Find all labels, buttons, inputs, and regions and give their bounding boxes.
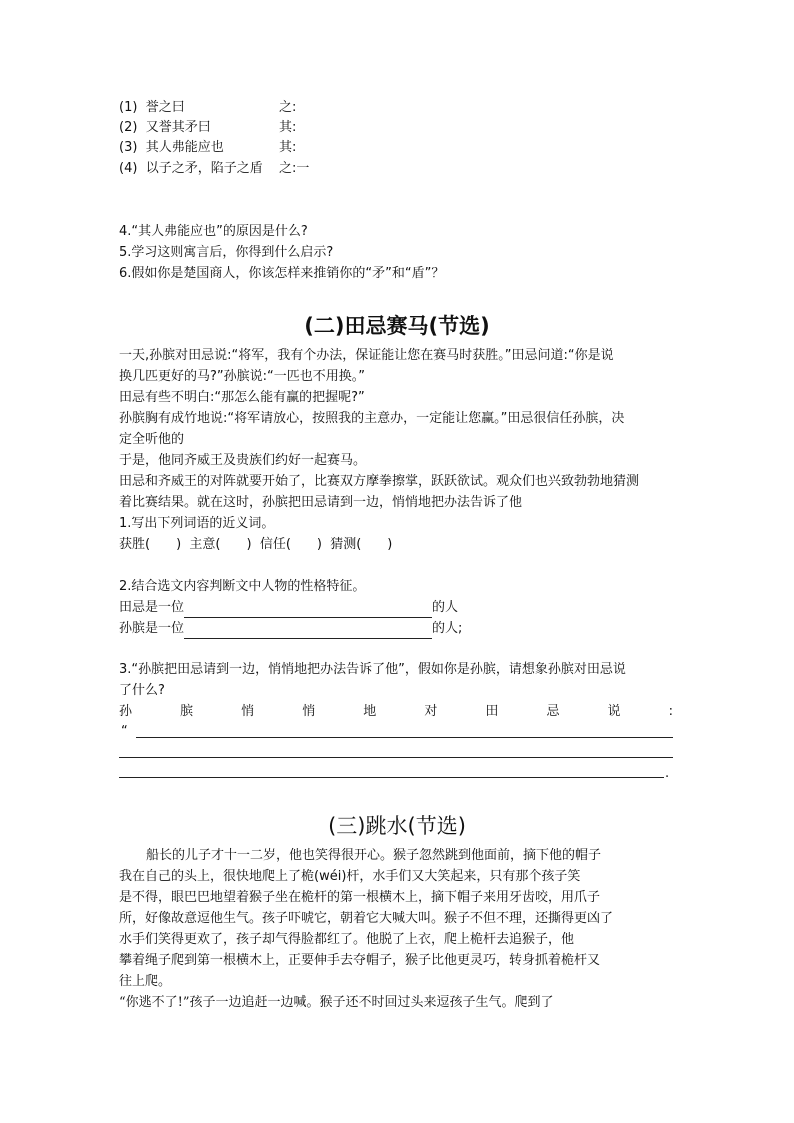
item-number: (2) (119, 120, 138, 135)
trait-prefix: 孙膑是一位 (119, 621, 185, 636)
list-item (119, 138, 296, 158)
passage-line: 田忌和齐威王的对阵就要开始了，比赛双方摩拳擦掌，跃跃欲试。观众们也兴致勃勃地猜测 (119, 474, 640, 489)
prompt-char: 孙 (119, 704, 133, 719)
section-title-3: (三)跳水(节选) (328, 814, 466, 838)
passage-line: 于是，他同齐威王及贵族们约好一起赛马。 (119, 453, 367, 468)
passage-line: 定全听他的 (119, 432, 185, 447)
prompt-char: 田 (485, 704, 499, 719)
passage-line: 船长的儿子才十一二岁，他也笑得很开心。猴子忽然跳到他面前，摘下他的帽子 (146, 848, 602, 863)
question-3-cont: 了什么? (119, 683, 165, 698)
answer-line[interactable] (119, 757, 673, 758)
answer-line[interactable] (136, 737, 673, 738)
prompt-char: 悄 (241, 704, 255, 719)
prompt-char: : (668, 704, 673, 719)
passage-line: 换几匹更好的马?”孙膑说:“一匹也不用换。” (119, 369, 365, 384)
question-6: 6.假如你是楚国商人，你该怎样来推销你的“矛”和“盾”？ (119, 266, 445, 281)
question-5: 5.学习这则寓言后，你得到什么启示? (119, 245, 334, 260)
prompt-char: 地 (363, 704, 377, 719)
end-period: . (665, 766, 670, 781)
prompt-char: 说 (607, 704, 621, 719)
answer-blank[interactable] (184, 624, 432, 639)
justified-prompt (119, 702, 673, 722)
prompt-char: 忌 (546, 704, 560, 719)
item-target: 其: (279, 140, 297, 155)
answer-blank[interactable] (184, 603, 432, 618)
passage-line: 所，好像故意逗他生气。孩子吓唬它，朝着它大喊大叫。猴子不但不理，还撕得更凶了 (119, 911, 614, 926)
answer-line[interactable] (119, 777, 664, 778)
trait-prefix: 田忌是一位 (119, 600, 185, 615)
item-phrase: 誉之曰 (145, 100, 185, 115)
item-target: 之:一 (279, 161, 310, 176)
passage-line: 是不得，眼巴巴地望着猴子坐在桅杆的第一根横木上，摘下帽子来用牙齿咬，用爪子 (119, 890, 601, 905)
synonym-blanks: 获胜( ) 主意( ) 信任( ) 猜测( ) (119, 537, 393, 552)
item-number: (1) (119, 100, 138, 115)
list-item (119, 118, 296, 138)
item-target: 之: (279, 100, 297, 115)
prompt-char: 对 (424, 704, 438, 719)
passage-line: 水手们笑得更欢了，孩子却气得脸都红了。他脱了上衣，爬上桅杆去追猴子，他 (119, 932, 575, 947)
item-number: (3) (119, 140, 138, 155)
passage-line: 我在自己的头上，很快地爬上了桅(wéi)杆，水手们又大笑起来，只有那个孩子笑 (119, 869, 581, 884)
passage-line: “你逃不了!”孩子一边追赶一边喊。猴子还不时回过头来逗孩子生气。爬到了 (119, 995, 554, 1010)
prompt-char: 悄 (302, 704, 316, 719)
trait-line-tianji (119, 598, 458, 618)
passage-line: 田忌有些不明白:“那怎么能有赢的把握呢?” (119, 390, 365, 405)
item-target: 其: (279, 120, 297, 135)
passage-line: 一天,孙膑对田忌说:“将军，我有个办法，保证能让您在赛马时获胜。”田忌问道:“你是说 (119, 348, 614, 363)
open-quote: “ (121, 724, 128, 739)
prompt-char: 膑 (180, 704, 194, 719)
passage-line: 攀着绳子爬到第一根横木上，正要伸手去夺帽子，猴子比他更灵巧，转身抓着桅杆又 (119, 953, 601, 968)
item-phrase: 又誉其矛曰 (145, 120, 211, 135)
passage-line: 往上爬。 (119, 974, 172, 989)
question-4: 4.“其人弗能应也”的原因是什么? (119, 224, 308, 239)
item-phrase: 其人弗能应也 (145, 140, 224, 155)
trait-suffix: 的人; (432, 621, 463, 636)
list-item (119, 98, 296, 118)
question-3: 3.“孙膑把田忌请到一边，悄悄地把办法告诉了他”，假如你是孙膑，请想象孙膑对田忌说 (119, 662, 626, 677)
item-phrase: 以子之矛，陷子之盾 (145, 161, 263, 176)
list-item (119, 159, 309, 179)
question-1: 1.写出下列词语的近义词。 (119, 516, 275, 531)
passage-line: 着比赛结果。就在这时，孙膑把田忌请到一边，悄悄地把办法告诉了他 (119, 495, 523, 510)
item-number: (4) (119, 161, 138, 176)
section-title-2: (二)田忌赛马(节选) (304, 314, 490, 338)
trait-suffix: 的人 (432, 600, 459, 615)
question-2: 2.结合选文内容判断文中人物的性格特征。 (119, 579, 366, 594)
trait-line-sunbin (119, 619, 462, 639)
passage-line: 孙膑胸有成竹地说:“将军请放心，按照我的主意办，一定能让您赢。”田忌很信任孙膑，决 (119, 411, 625, 426)
